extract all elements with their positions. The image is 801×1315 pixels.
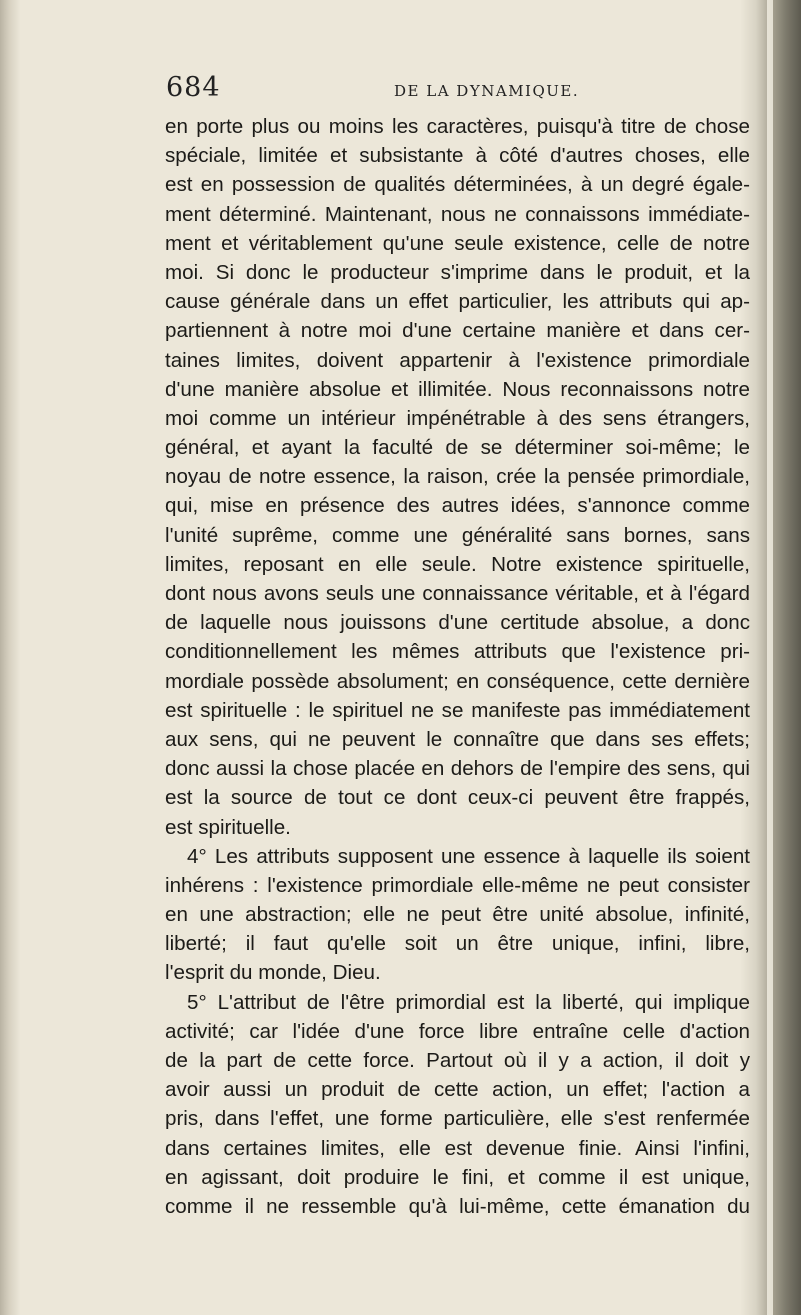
text-line: est en possession de qualités déterminées, à un degré égale-: [165, 173, 750, 197]
body-text: [165, 112, 750, 1221]
text-line: est la source de tout ce dont ceux-ci peuvent être frappés,: [165, 786, 750, 810]
text-line: aux sens, qui ne peuvent le connaître que dans ses effets;: [165, 727, 750, 751]
text-line: 4° Les attributs supposent une essence à laquelle ils soient: [187, 844, 750, 868]
text-line: cause générale dans un effet particulier, les attributs qui ap-: [165, 290, 750, 314]
text-line: inhérens : l'existence primordiale elle-même ne peut consister: [165, 873, 750, 897]
text-line: en agissant, doit produire le fini, et comme il est unique,: [165, 1165, 750, 1189]
text-line: liberté; il faut qu'elle soit un être unique, infini, libre,: [165, 932, 750, 956]
text-line: de laquelle nous jouissons d'une certitude absolue, a donc: [165, 611, 750, 635]
text-line: l'esprit du monde, Dieu.: [165, 961, 381, 985]
text-line: ment déterminé. Maintenant, nous ne connaissons immédiate-: [165, 202, 750, 226]
text-line: dans certaines limites, elle est devenue finie. Ainsi l'infini,: [165, 1136, 750, 1160]
text-line: noyau de notre essence, la raison, crée la pensée primordiale,: [165, 465, 750, 489]
text-line: conditionnellement les mêmes attributs que l'existence pri-: [165, 640, 750, 664]
text-line: pris, dans l'effet, une forme particulière, elle s'est renfermée: [165, 1107, 750, 1131]
text-line: l'unité suprême, comme une généralité sans bornes, sans: [165, 523, 750, 547]
text-line: mordiale possède absolument; en conséquence, cette dernière: [165, 669, 750, 693]
text-line: dont nous avons seuls une connaissance véritable, et à l'égard: [165, 582, 750, 605]
text-line: d'une manière absolue et illimitée. Nous reconnaissons notre: [165, 377, 750, 401]
text-line: général, et ayant la faculté de se déterminer soi-même; le: [165, 436, 750, 460]
page-header: [166, 72, 746, 112]
text-line: moi comme un intérieur impénétrable à des sens étrangers,: [165, 406, 750, 430]
text-line: 5° L'attribut de l'être primordial est la liberté, qui implique: [187, 990, 750, 1014]
text-line: de la part de cette force. Partout où il y a action, il doit y: [165, 1049, 750, 1072]
text-line: comme il ne ressemble qu'à lui-même, cette émanation du: [165, 1194, 750, 1218]
text-line: partiennent à notre moi d'une certaine manière et dans cer-: [165, 319, 750, 343]
text-line: taines limites, doivent appartenir à l'existence primordiale: [165, 348, 750, 372]
text-line: en une abstraction; elle ne peut être unité absolue, infinité,: [165, 903, 750, 927]
page-edge-highlight: [767, 0, 773, 1315]
text-line: en porte plus ou moins les caractères, puisqu'à titre de chose: [165, 115, 750, 138]
text-line: activité; car l'idée d'une force libre entraîne celle d'action: [165, 1019, 750, 1043]
text-line: ment et véritablement qu'une seule existence, celle de notre: [165, 231, 750, 255]
running-head: DE LA DYNAMIQUE.: [394, 82, 580, 100]
text-line: limites, reposant en elle seule. Notre existence spirituelle,: [165, 552, 750, 576]
page-number: 684: [166, 72, 221, 103]
text-line: donc aussi la chose placée en dehors de l'empire des sens, qui: [165, 757, 750, 781]
text-line: est spirituelle.: [165, 815, 291, 839]
text-line: moi. Si donc le producteur s'imprime dans le produit, et la: [165, 260, 750, 284]
text-line: qui, mise en présence des autres idées, s'annonce comme: [165, 494, 750, 518]
text-line: avoir aussi un produit de cette action, un effet; l'action a: [165, 1078, 750, 1102]
text-line: est spirituelle : le spirituel ne se manifeste pas immédiatement: [165, 698, 750, 722]
text-line: spéciale, limitée et subsistante à côté d'autres choses, elle: [165, 144, 750, 168]
page-gutter-shadow: [0, 0, 20, 1315]
